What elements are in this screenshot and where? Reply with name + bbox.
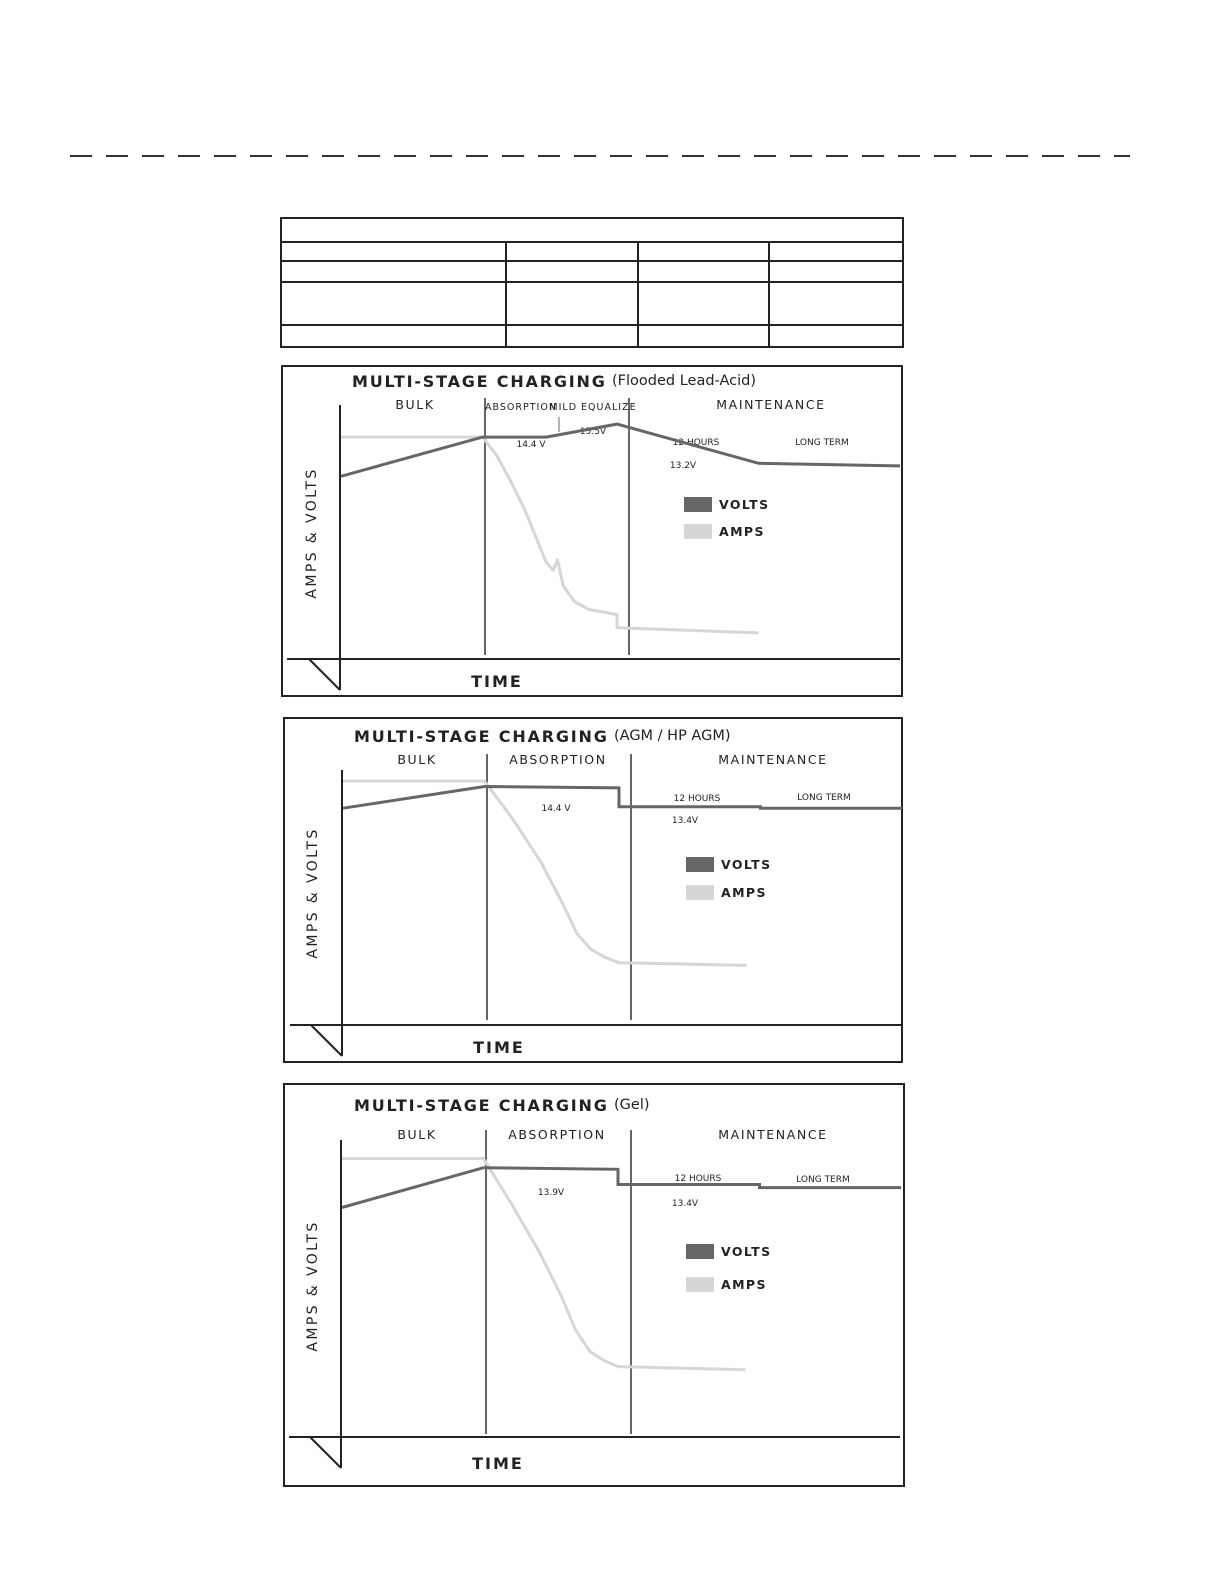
y-axis-label: AMPS & VOLTS — [304, 467, 320, 599]
annotation-equalize-volts: 15.5V — [579, 427, 607, 437]
legend-label-volts: VOLTS — [719, 497, 770, 512]
annotation-maintenance-volts: 13.4V — [671, 816, 699, 826]
substage-label-12-hours: 12 HOURS — [673, 794, 721, 804]
legend-swatch-amps — [686, 1277, 714, 1292]
annotation-maintenance-volts: 13.2V — [669, 461, 697, 471]
substage-label-12-hours: 12 HOURS — [674, 1174, 722, 1184]
stage-label-absorption: ABSORPTION — [509, 752, 607, 767]
legend-label-volts: VOLTS — [721, 857, 772, 872]
stage-label-bulk: BULK — [397, 1127, 437, 1142]
chart-title: MULTI-STAGE CHARGING — [354, 1096, 609, 1115]
chart-frame — [284, 1084, 904, 1486]
x-axis-label: TIME — [472, 1454, 524, 1473]
legend-label-amps: AMPS — [721, 885, 767, 900]
series-line-volts — [342, 1168, 901, 1208]
annotation-absorption-volts: 13.9V — [537, 1188, 565, 1198]
legend-label-volts: VOLTS — [721, 1244, 772, 1259]
substage-label-12-hours: 12 HOURS — [672, 438, 720, 448]
annotation-absorption-volts: 14.4 V — [516, 440, 546, 450]
chart-subtitle: (AGM / HP AGM) — [614, 728, 731, 744]
stage-label-mild-equalize: MILD EQUALIZE — [549, 402, 637, 413]
chart-title: MULTI-STAGE CHARGING — [354, 727, 609, 746]
chart-title: MULTI-STAGE CHARGING — [352, 372, 607, 391]
stage-label-maintenance: MAINTENANCE — [718, 752, 828, 767]
stage-label-maintenance: MAINTENANCE — [716, 397, 826, 412]
chart-subtitle: (Gel) — [614, 1097, 650, 1113]
legend-swatch-volts — [686, 1244, 714, 1259]
stage-label-bulk: BULK — [395, 397, 435, 412]
substage-label-long-term: LONG TERM — [796, 1175, 850, 1185]
x-axis-label: TIME — [471, 672, 523, 691]
legend-label-amps: AMPS — [719, 524, 765, 539]
y-axis-label: AMPS & VOLTS — [305, 1220, 321, 1352]
x-axis-label: TIME — [473, 1038, 525, 1057]
stage-label-maintenance: MAINTENANCE — [718, 1127, 828, 1142]
legend-label-amps: AMPS — [721, 1277, 767, 1292]
substage-label-long-term: LONG TERM — [797, 793, 851, 803]
annotation-maintenance-volts: 13.4V — [671, 1199, 699, 1209]
stage-label-bulk: BULK — [397, 752, 437, 767]
substage-label-long-term: LONG TERM — [795, 438, 849, 448]
axis-corner-tick — [310, 1437, 341, 1468]
y-axis-label: AMPS & VOLTS — [305, 827, 321, 959]
annotation-absorption-volts: 14.4 V — [541, 804, 571, 814]
stage-label-absorption: ABSORPTION — [508, 1127, 606, 1142]
chart-subtitle: (Flooded Lead-Acid) — [612, 373, 756, 389]
stage-label-absorption: ABSORPTION — [485, 402, 557, 413]
